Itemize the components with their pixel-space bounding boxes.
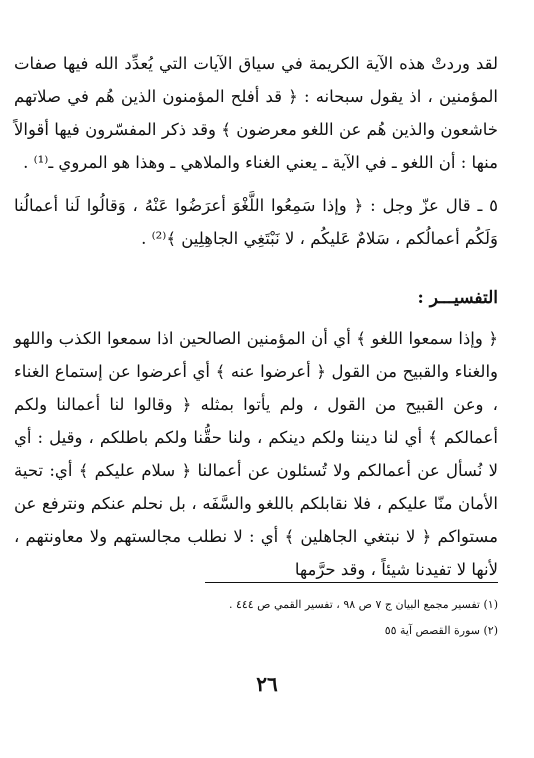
page-number: ٢٦ (256, 672, 278, 696)
footnote-divider (205, 582, 498, 583)
commentary-paragraph: ﴿ وإذا سمعوا اللغو ﴾ أي أن المؤمنين الصالحين اذا سمعوا الكذب واللهو والغناء والقبيح من القول ﴿ أعرضوا عنه ﴾ أي أعرضوا عن إستماع الغناء ، وعن القبيح من القول ، ولم يأتوا بمثله ﴿ وقالوا لنا أعمالنا ولكم أعمالكم ﴾ أي لنا ديننا ولكم دينكم ، ولنا حقُّنا ولكم باطلكم ، وقيل : أي لا نُسأل عن أعمالكم ولا تُسئلون عن أعمالنا ﴿ سلام عليكم ﴾ أي: تحية الأمان منّا عليكم ، فلا نقابلكم باللغو والسَّفَه ، بل نحلم عنكم ونترفع عن مستواكم ﴿ لا نبتغي الجاهلين ﴾ أي : لا نطلب مجالستهم ولا معاونتهم ، لأنها لا تفيدنا شيئاً ، وقد حرَّمها (14, 329, 498, 579)
body-text (14, 47, 498, 255)
section-heading: التفسيـــر : (417, 288, 498, 308)
footnote-2: (٢) سورة القصص آية ٥٥ (384, 624, 498, 637)
commentary-text (14, 322, 498, 586)
paragraph-2: ٥ ـ قال عزّ وجل : ﴿ وإذا سَمِعُوا اللَّغْوَ أعرَضُوا عَنْهُ ، وَقالُوا لَنا أعمالُنا وَلَكُم أعمالُكم ، سَلامٌ عَليكُم ، لا نَبْتَغِي الجاهِلِين ﴾⁽²⁾ . (14, 196, 498, 248)
footnotes (120, 592, 498, 644)
footnote-1: (١) تفسير مجمع البيان ج ٧ ص ٩٨ ، تفسير القمي ص ٤٤٤ . (228, 598, 498, 611)
paragraph-1: لقد وردتْ هذه الآية الكريمة في سياق الآيات التي يُعدِّد الله فيها صفات المؤمنين ، اذ يقول سبحانه : ﴿ قد أفلح المؤمنون الذين هُم في صلاتهم خاشعون والذين هُم عن اللغو معرضون ﴾ وقد ذكر المفسّرون فيها أقوالاً منها : أن اللغو ـ في الآية ـ يعني الغناء والملاهي ـ وهذا هو المروي ـ⁽¹⁾ . (14, 54, 498, 172)
